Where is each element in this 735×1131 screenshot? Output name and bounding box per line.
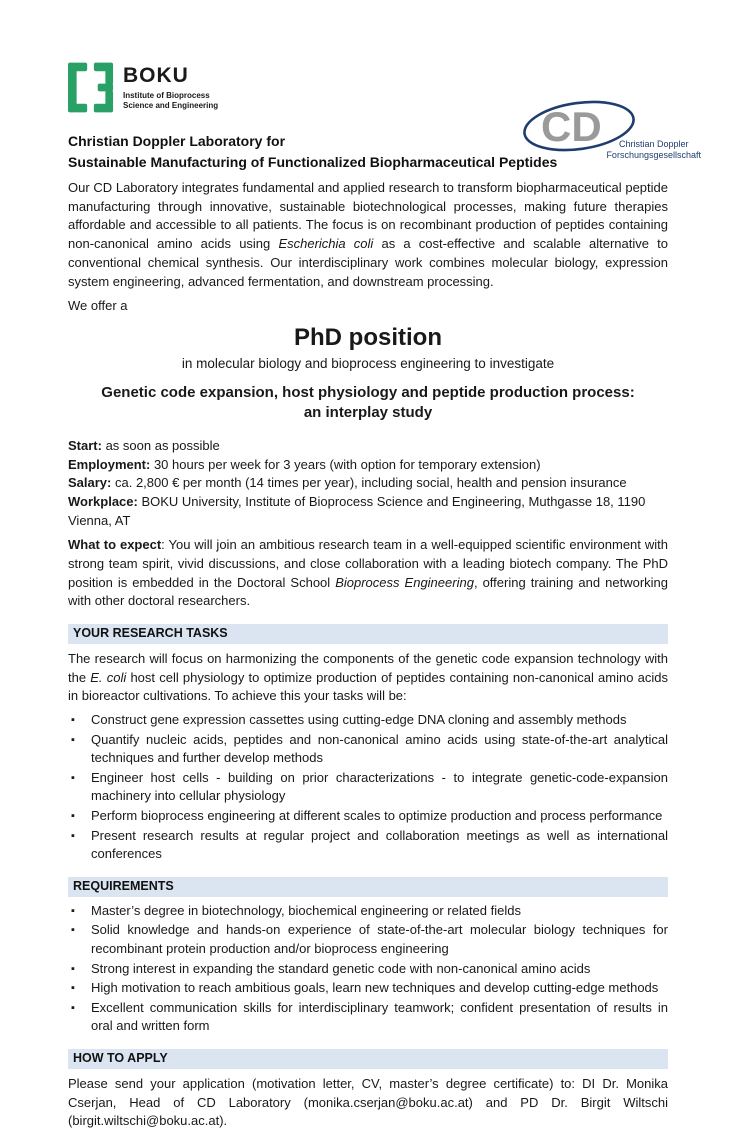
tasks-text-segment: host cell physiology to optimize production of peptides containing non-canonical amino acids in bioreactor cultivations. To achieve this your tasks will be: (68, 669, 668, 704)
expect-text-segment: : You will join an ambitious research team in a well-equipped scientific environment with strong team spirit, vivid discussions, and close collaboration with a leading biotech company. The PhD position is embedded in the Doctoral School (68, 537, 668, 590)
what-to-expect-paragraph (68, 536, 668, 611)
document-title (68, 131, 668, 173)
we-offer-line: We offer a (68, 298, 128, 314)
boku-logo-text (123, 62, 218, 110)
detail-employment (68, 456, 668, 475)
boku-logo-subtitle (123, 91, 218, 110)
boku-bracket-icon (68, 62, 114, 113)
list-item: ▪ Solid knowledge and hands-on experience of state-of-the-art molecular biology techniques for recombinant protein production and/or bioprocess engineering (68, 921, 668, 958)
list-item: ▪ Master’s degree in biotechnology, biochemical engineering or related fields (68, 902, 668, 921)
detail-employment-value: 30 hours per week for 3 years (with option for temporary extension) (150, 456, 541, 472)
list-item: ▪ High motivation to reach ambitious goals, learn new techniques and develop cutting-edge methods (68, 979, 668, 998)
intro-text-segment: Our CD Laboratory integrates fundamental and applied research to transform biopharmaceutical peptide manufacturing through innovative, sustainable biotechnological processes, making future therapies affordable and accessible to all patients. The focus is on recombinant production of peptides containing non-canonical amino acids using (68, 180, 668, 252)
list-item: ▪ Engineer host cells - building on prior characterizations - to integrate genetic-code-expansion machinery into cellular physiology (68, 769, 668, 806)
detail-start-label: Start: (68, 438, 102, 454)
research-tasks-list (68, 711, 668, 864)
expect-text-segment: , offering training and networking with other doctoral researchers. (68, 574, 668, 609)
boku-logo-subtitle-line2: Science and Engineering (123, 100, 219, 110)
document-title-line1: Christian Doppler Laboratory for (68, 133, 286, 149)
position-details (68, 437, 668, 530)
position-topic-line2: an interplay study (303, 404, 433, 422)
detail-salary (68, 474, 668, 493)
position-topic (68, 383, 668, 423)
detail-salary-label: Salary: (68, 475, 112, 491)
intro-paragraph (68, 179, 668, 291)
section-header-research-tasks: YOUR RESEARCH TASKS (68, 624, 668, 644)
list-item: ▪ Construct gene expression cassettes using cutting-edge DNA cloning and assembly methods (68, 711, 668, 730)
tasks-text-segment: The research will focus on harmonizing the components of the genetic code expansion technology with the (68, 651, 668, 685)
list-item: ▪ Excellent communication skills for interdisciplinary teamwork; confident presentation of results in oral and written form (68, 999, 668, 1036)
section-header-requirements: REQUIREMENTS (68, 877, 668, 897)
how-to-apply-paragraph: Please send your application (motivation letter, CV, master’s degree certificate) to: DI Dr. Monika Cserjan, Head of CD Laboratory (monika.cserjan@boku.ac.at) and PD Dr. Birgit Wiltschi (birgit.wiltschi@boku.ac.at). (68, 1076, 668, 1129)
list-item: ▪ Present research results at regular project and collaboration meetings as well as international conferences (68, 827, 668, 864)
detail-start-value: as soon as possible (101, 438, 220, 454)
requirements-list (68, 902, 668, 1036)
cd-logo-line1: Christian Doppler (618, 139, 689, 149)
svg-text:CD: CD (541, 103, 602, 150)
boku-logo (68, 62, 218, 113)
detail-workplace-label: Workplace: (68, 494, 138, 509)
document-body (68, 131, 668, 1131)
document-title-line2: Sustainable Manufacturing of Functionalized Biopharmaceutical Peptides (68, 154, 558, 170)
what-to-expect-label: What to expect (68, 537, 162, 553)
detail-employment-label: Employment: (68, 456, 151, 472)
list-item: ▪ Strong interest in expanding the standard genetic code with non-canonical amino acids (68, 960, 668, 979)
position-title: PhD position (294, 324, 442, 352)
ecoli-italic: E. coli (90, 669, 127, 685)
boku-logo-subtitle-line1: Institute of Bioprocess (123, 91, 210, 100)
detail-workplace-value: BOKU University, Institute of Bioprocess Science and Engineering, Muthgasse 18, 1190 Vienna, AT (68, 494, 646, 528)
species-name-italic: Escherichia coli (278, 236, 374, 252)
research-tasks-intro (68, 650, 668, 706)
list-item: ▪ Perform bioprocess engineering at different scales to optimize production and process performance (68, 807, 668, 826)
detail-workplace (68, 493, 668, 530)
doctoral-school-italic: Bioprocess Engineering (335, 574, 474, 590)
detail-salary-value: ca. 2,800 € per month (14 times per year), including social, health and pension insurance (111, 475, 627, 491)
detail-start (68, 437, 668, 456)
boku-logo-name: BOKU (123, 64, 189, 87)
position-subtitle: in molecular biology and bioprocess engineering to investigate (181, 356, 555, 372)
position-topic-line1: Genetic code expansion, host physiology and peptide production process: (101, 384, 635, 402)
cd-logo-line2: Forschungsgesellschaft (606, 150, 701, 160)
intro-text-segment: as a cost-effective and scalable alternative to conventional chemical synthesis. Our interdisciplinary work combines molecular biology, expression system engineering, advanced fermentation, and downstream processing. (68, 236, 668, 289)
list-item: ▪ Quantify nucleic acids, peptides and non-canonical amino acids using state-of-the-art analytical techniques and further develop methods (68, 731, 668, 768)
section-header-how-to-apply: HOW TO APPLY (68, 1049, 668, 1069)
